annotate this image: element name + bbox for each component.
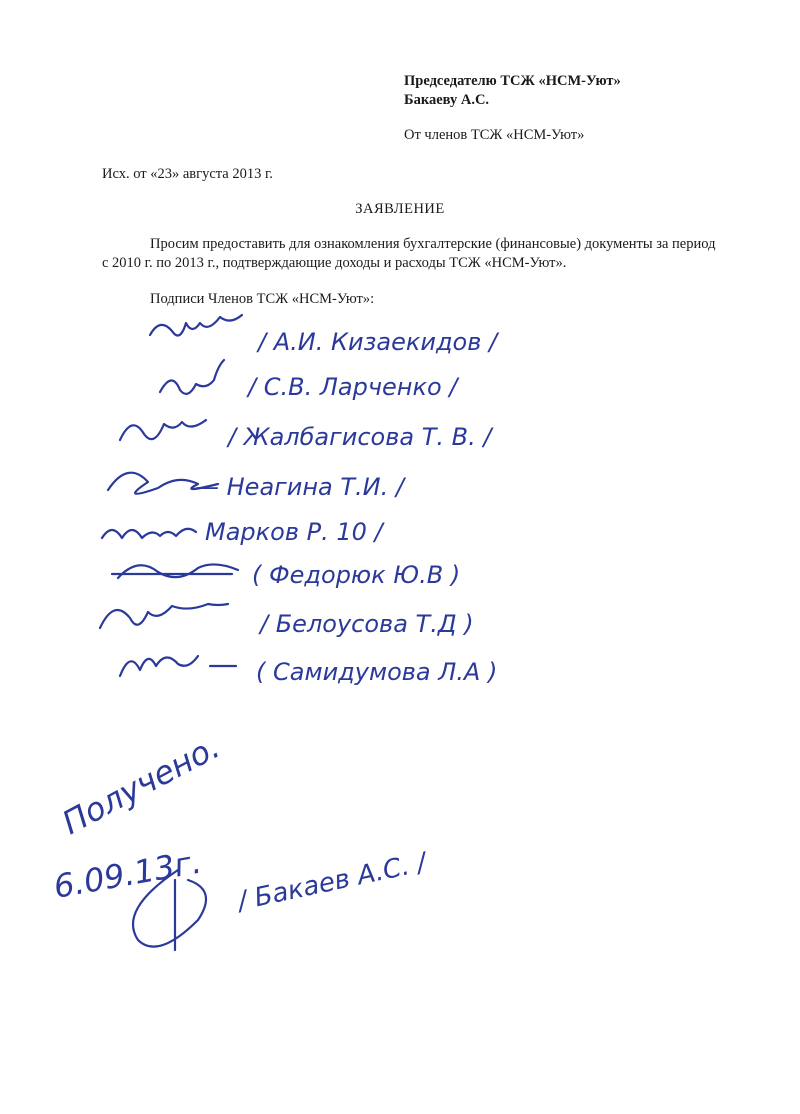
- addressee-line-2: Бакаеву А.С.: [404, 92, 490, 108]
- signature-scribble-2: [160, 360, 224, 394]
- received-note-block: [51, 728, 432, 950]
- signature-row-6: [112, 561, 460, 589]
- from-line: От членов ТСЖ «НСМ-Уют»: [404, 127, 585, 143]
- signature-name-8: ( Самидумова Л.А ): [256, 658, 498, 686]
- document-title: ЗАЯВЛЕНИЕ: [355, 201, 445, 217]
- received-note: Получено.: [55, 727, 226, 843]
- signature-row-1: [150, 315, 500, 356]
- signature-name-4: — Неагина Т.И. /: [195, 473, 404, 501]
- signature-scribble-1: [150, 315, 242, 336]
- signatures-caption: Подписи Членов ТСЖ «НСМ-Уют»:: [150, 291, 375, 307]
- signature-row-8: [120, 656, 497, 686]
- received-date: 6.09.13г.: [50, 842, 205, 906]
- request-body: Просим предоставить для ознакомления бухгалтерские (финансовые) документы за период с 2010 г. по 2013 г., подтверждающие доходы и расходы ТСЖ «НСМ-Уют».: [102, 236, 716, 271]
- signature-name-6: ( Федорюк Ю.В ): [252, 561, 461, 589]
- signature-scribble-6: [112, 564, 238, 578]
- signature-name-7: / Белоусова Т.Д ): [260, 610, 474, 638]
- signature-scribble-7: [100, 604, 228, 628]
- signature-name-1: / А.И. Кизаекидов /: [258, 328, 498, 356]
- receiver-name: / Бакаев А.С. /: [235, 847, 429, 917]
- addressee-line-1: Председателю ТСЖ «НСМ-Уют»: [404, 73, 621, 89]
- signature-row-7: [100, 604, 474, 638]
- signature-name-3: / Жалбагисова Т. В. /: [228, 423, 492, 451]
- signature-row-4: [108, 473, 407, 501]
- signature-name-5: Марков Р. 10 /: [205, 518, 383, 546]
- signature-row-2: [160, 360, 460, 401]
- signature-row-3: [120, 420, 494, 451]
- signature-name-2: / С.В. Ларченко /: [248, 373, 458, 401]
- signature-row-5: [102, 518, 386, 546]
- signature-scribble-3: [120, 420, 206, 440]
- outgoing-reference: Исх. от «23» августа 2013 г.: [102, 166, 273, 182]
- signature-scribble-8: [120, 656, 236, 676]
- signature-scribble-5: [102, 529, 196, 538]
